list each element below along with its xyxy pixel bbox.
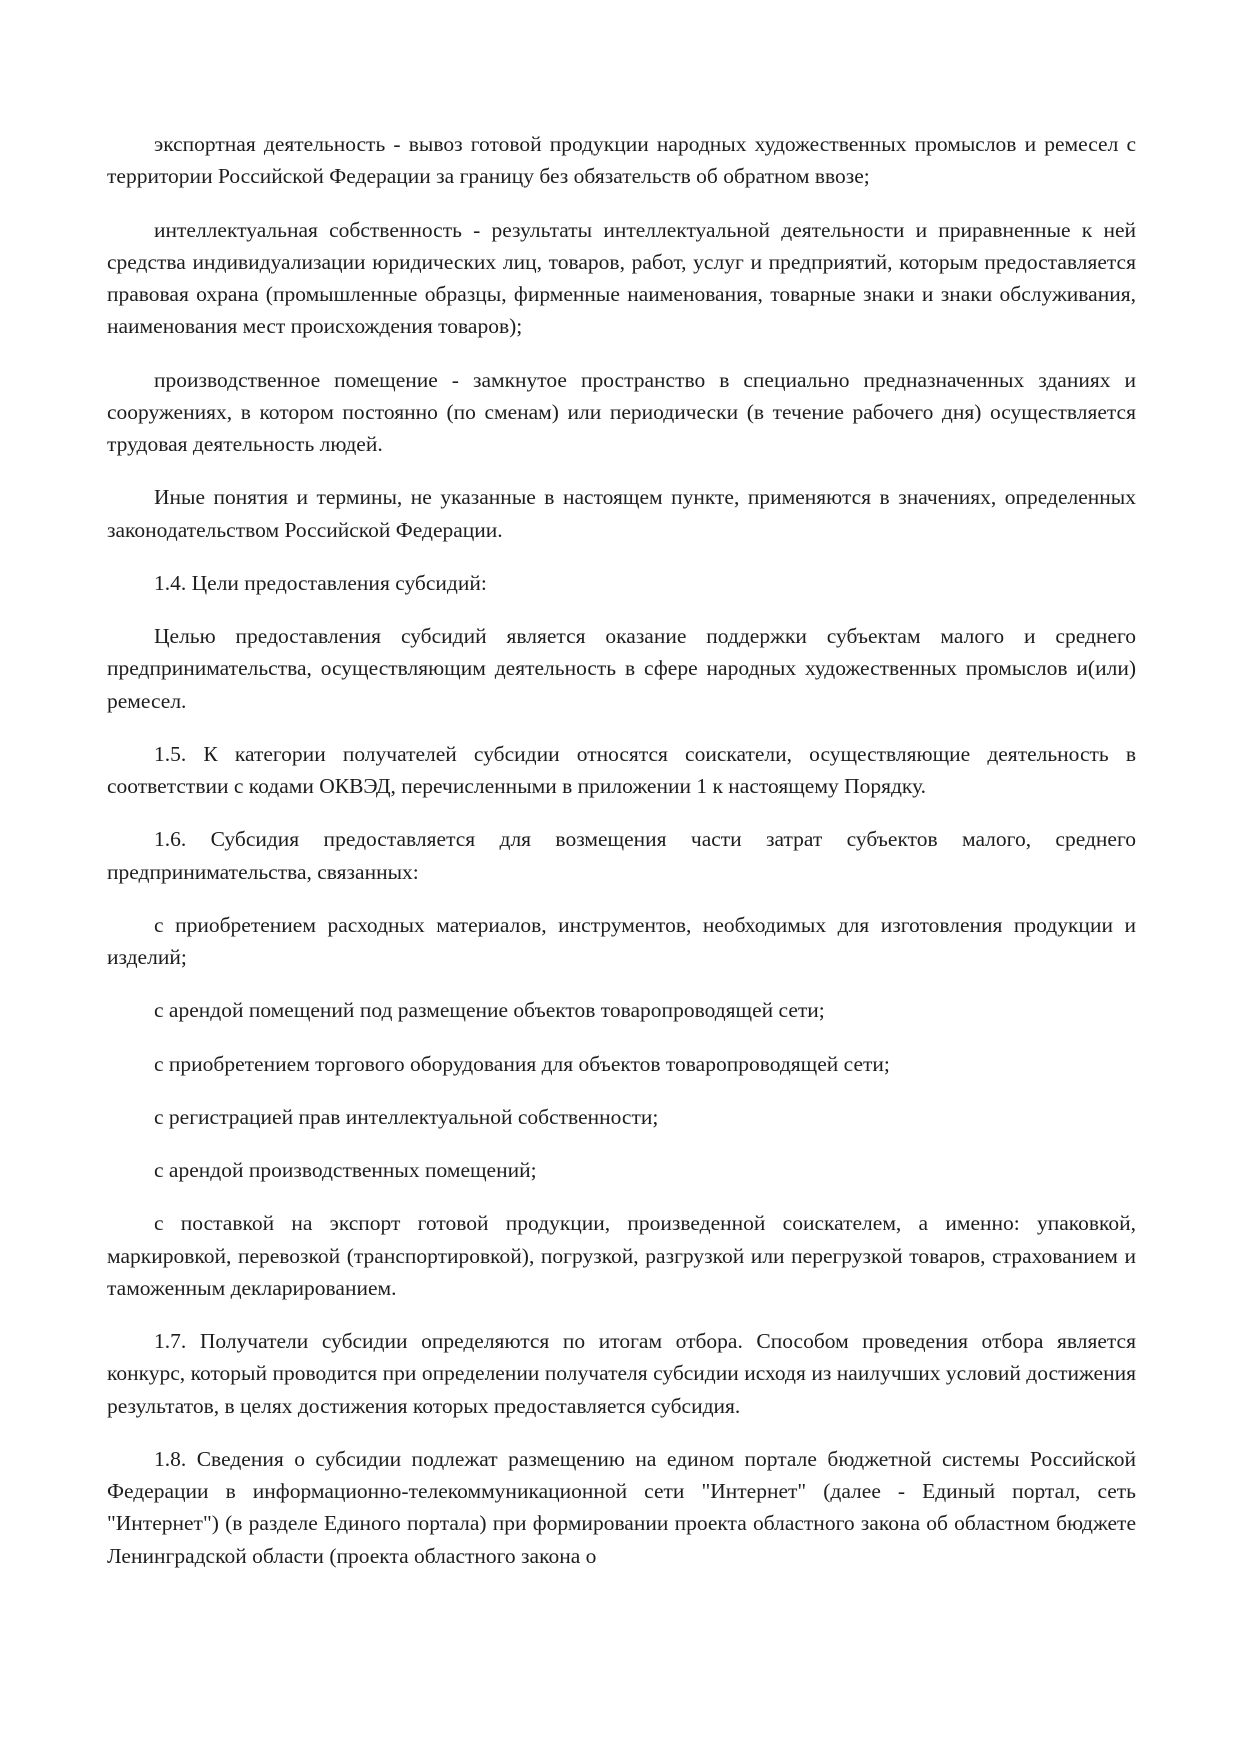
paragraph-section-1-7: 1.7. Получатели субсидии определяются по итогам отбора. Способом проведения отбора является конкурс, который проводится при определении получателя субсидии исходя из наилучших условий достижения результатов, в целях достижения которых предоставляется субсидия. [107,1329,1136,1418]
paragraph-cost-item-trade-equipment: с приобретением торгового оборудования для объектов товаропроводящей сети; [154,1051,890,1076]
paragraph-subsidy-goal: Целью предоставления субсидий является оказание поддержки субъектам малого и среднего предпринимательства, осуществляющим деятельность в сфере народных художественных промыслов и(или) ремесел. [107,624,1136,713]
paragraph-cost-item-export-delivery: с поставкой на экспорт готовой продукции, произведенной соискателем, а именно: упаковкой, маркировкой, перевозкой (транспортировкой), погрузкой, разгрузкой или перегрузкой товаров, страхованием и таможенным декларированием. [107,1211,1136,1300]
paragraph-cost-item-materials: с приобретением расходных материалов, инструментов, необходимых для изготовления продукции и изделий; [107,912,1136,969]
paragraph-export-activity-definition: экспортная деятельность - вывоз готовой продукции народных художественных промыслов и ремесел с территории Российской Федерации за границу без обязательств об обратном ввозе; [107,132,1136,189]
paragraph-section-1-8: 1.8. Сведения о субсидии подлежат размещению на едином портале бюджетной системы Российской Федерации в информационно-телекоммуникационной сети "Интернет" (далее - Единый портал, сеть "Интернет") (в разделе Единого портала) при формировании проекта областного закона об областном бюджете Ленинградской области (проекта областного закона о [107,1446,1136,1568]
paragraph-cost-item-production-rent: с арендой производственных помещений; [154,1158,537,1182]
paragraph-section-1-4-heading: 1.4. Цели предоставления субсидий: [154,570,487,595]
paragraph-production-premises-definition: производственное помещение - замкнутое пространство в специально предназначенных зданиях и сооружениях, в котором постоянно (по сменам) или периодически (в течение рабочего дня) осуществляется трудовая деятельность людей. [107,367,1136,456]
paragraph-section-1-5: 1.5. К категории получателей субсидии относятся соискатели, осуществляющие деятельность в соответствии с кодами ОКВЭД, перечисленными в приложении 1 к настоящему Порядку. [107,741,1136,798]
paragraph-other-terms: Иные понятия и термины, не указанные в настоящем пункте, применяются в значениях, определенных законодательством Российской Федерации. [107,485,1136,542]
paragraph-intellectual-property-definition: интеллектуальная собственность - результаты интеллектуальной деятельности и приравненные к ней средства индивидуализации юридических лиц, товаров, работ, услуг и предприятий, которым предоставляется правовая охрана (промышленные образцы, фирменные наименования, товарные знаки и знаки обслуживания, наименования мест происхождения товаров); [107,217,1136,339]
paragraph-cost-item-ip-registration: с регистрацией прав интеллектуальной собственности; [154,1104,659,1129]
paragraph-cost-item-premises-rent: с арендой помещений под размещение объектов товаропроводящей сети; [154,998,825,1023]
paragraph-section-1-6: 1.6. Субсидия предоставляется для возмещения части затрат субъектов малого, среднего предпринимательства, связанных: [107,827,1136,884]
